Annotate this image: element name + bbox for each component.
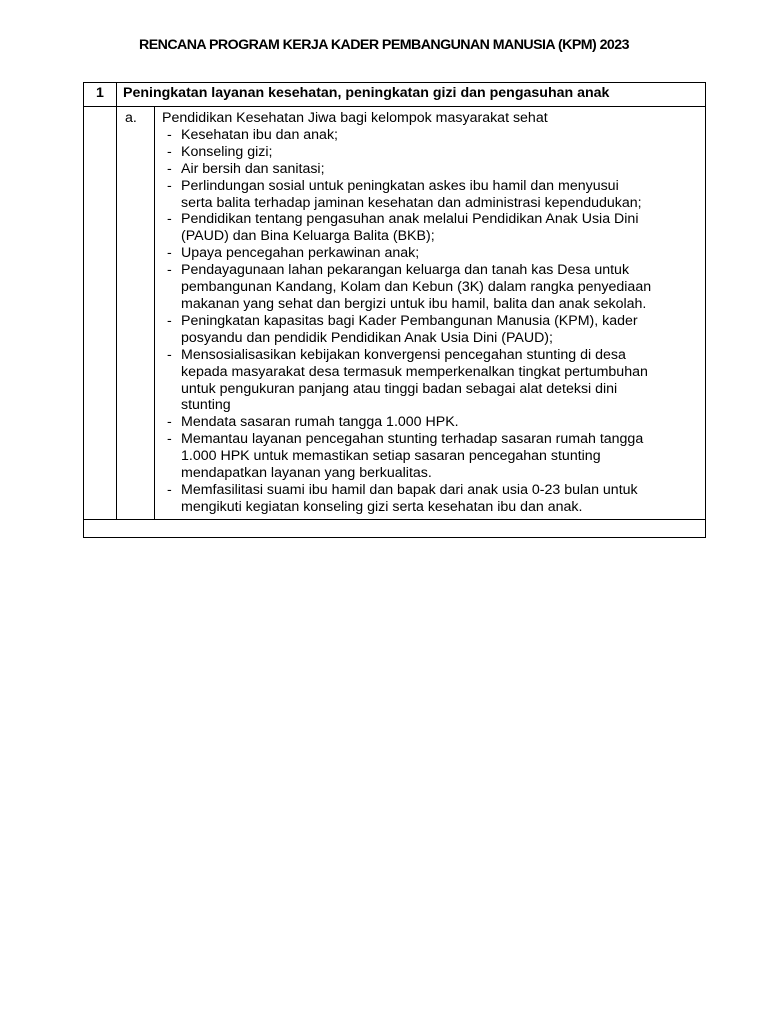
list-item-line: mendapatkan layanan yang berkualitas.: [181, 465, 432, 482]
list-item-line: Pendidikan tentang pengasuhan anak melalui Pendidikan Anak Usia Dini: [181, 211, 639, 228]
item-content-cell: [155, 107, 706, 520]
list-item-line: Memantau layanan pencegahan stunting terhadap sasaran rumah tangga: [181, 431, 644, 448]
program-table: [83, 82, 706, 538]
dash-bullet: -: [167, 431, 172, 448]
dash-bullet: -: [167, 312, 172, 329]
empty-row: [84, 519, 706, 537]
dash-bullet: -: [167, 211, 172, 228]
list-item: [162, 127, 705, 144]
dash-bullet: -: [167, 177, 172, 194]
list-item-line: Konseling gizi;: [181, 143, 273, 160]
bullet-list: [162, 127, 705, 516]
list-item-line: Mensosialisasikan kebijakan konvergensi pencegahan stunting di desa: [181, 346, 626, 363]
dash-bullet: -: [167, 346, 172, 363]
document-title: RENCANA PROGRAM KERJA KADER PEMBANGUNAN MANUSIA (KPM) 2023: [139, 37, 629, 53]
list-item: [162, 178, 705, 212]
dash-bullet: -: [167, 143, 172, 160]
list-item: [162, 414, 705, 431]
list-item: [162, 262, 705, 313]
list-item-line: 1.000 HPK untuk memastikan setiap sasaran pencegahan stunting: [181, 448, 601, 465]
list-item-line: makanan yang sehat dan bergizi untuk ibu hamil, balita dan anak sekolah.: [181, 295, 647, 312]
dash-bullet: -: [167, 481, 172, 498]
list-item-line: Memfasilitasi suami ibu hamil dan bapak dari anak usia 0-23 bulan untuk: [181, 481, 638, 498]
dash-bullet: -: [167, 126, 172, 143]
item-letter: a.: [117, 107, 155, 520]
empty-cell: [84, 519, 706, 537]
list-item-line: Upaya pencegahan perkawinan anak;: [181, 245, 420, 262]
section-heading: Peningkatan layanan kesehatan, peningkatan gizi dan pengasuhan anak: [117, 83, 706, 107]
list-item-line: Perlindungan sosial untuk peningkatan askes ibu hamil dan menyusui: [181, 177, 619, 194]
dash-bullet: -: [167, 262, 172, 279]
list-item: [162, 482, 705, 516]
list-item-line: Pendayagunaan lahan pekarangan keluarga dan tanah kas Desa untuk: [181, 262, 630, 279]
number-spacer-cell: [84, 107, 117, 520]
list-item: [162, 144, 705, 161]
list-item-line: (PAUD) dan Bina Keluarga Balita (BKB);: [181, 228, 435, 245]
section-number: 1: [84, 83, 117, 107]
dash-bullet: -: [167, 245, 172, 262]
list-item-line: pembangunan Kandang, Kolam dan Kebun (3K) dalam rangka penyediaan: [181, 279, 652, 296]
list-item-line: mengikuti kegiatan konseling gizi serta kesehatan ibu dan anak.: [181, 498, 583, 515]
list-item-line: Mendata sasaran rumah tangga 1.000 HPK.: [181, 414, 459, 431]
list-item: [162, 161, 705, 178]
list-item: [162, 211, 705, 245]
list-item: [162, 347, 705, 415]
section-header-row: [84, 83, 706, 107]
list-item-line: kepada masyarakat desa termasuk memperkenalkan tingkat pertumbuhan: [181, 363, 648, 380]
list-item-line: Air bersih dan sanitasi;: [181, 160, 325, 177]
list-item-line: posyandu dan pendidik Pendidikan Anak Usia Dini (PAUD);: [181, 329, 553, 346]
list-item: [162, 431, 705, 482]
item-intro: Pendidikan Kesehatan Jiwa bagi kelompok masyarakat sehat: [162, 110, 548, 126]
dash-bullet: -: [167, 414, 172, 431]
list-item-line: untuk pengukuran panjang atau tinggi badan sebagai alat deteksi dini: [181, 380, 618, 397]
dash-bullet: -: [167, 160, 172, 177]
list-item-line: serta balita terhadap jaminan kesehatan dan administrasi kependudukan;: [181, 194, 642, 211]
list-item: [162, 245, 705, 262]
list-item-line: stunting: [181, 397, 231, 414]
section-content-row: [84, 107, 706, 520]
list-item: [162, 313, 705, 347]
list-item-line: Peningkatan kapasitas bagi Kader Pembangunan Manusia (KPM), kader: [181, 312, 638, 329]
list-item-line: Kesehatan ibu dan anak;: [181, 126, 338, 143]
